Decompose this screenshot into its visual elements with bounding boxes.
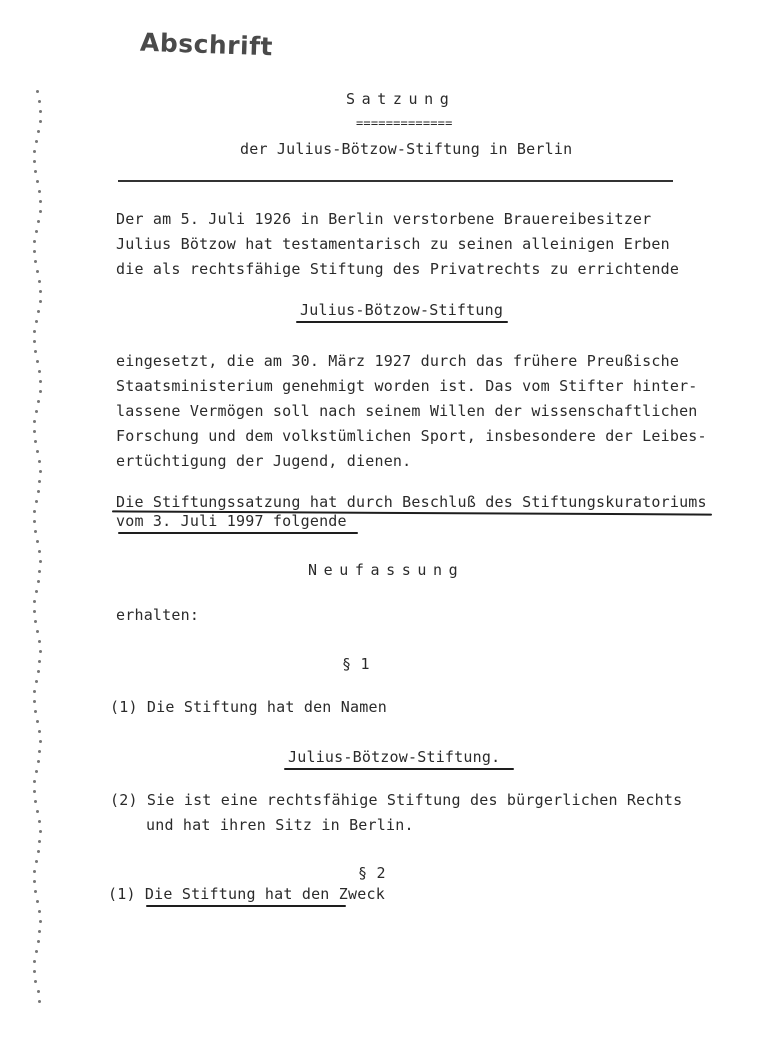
binding-hole xyxy=(33,970,36,973)
binding-hole xyxy=(34,350,37,353)
binding-hole xyxy=(37,990,40,993)
binding-hole xyxy=(33,340,36,343)
binding-hole xyxy=(38,550,41,553)
binding-hole xyxy=(39,300,42,303)
binding-hole xyxy=(34,890,37,893)
section-1-para-2-line-1: (2) Sie ist eine rechtsfähige Stiftung des bürgerlichen Rechts xyxy=(110,791,683,809)
binding-hole xyxy=(33,420,36,423)
binding-hole xyxy=(39,390,42,393)
binding-hole xyxy=(38,930,41,933)
binding-hole xyxy=(38,1000,41,1003)
section-1-para-1: (1) Die Stiftung hat den Namen xyxy=(110,698,387,716)
binding-hole xyxy=(39,470,42,473)
binding-hole xyxy=(39,560,42,563)
binding-hole xyxy=(37,130,40,133)
intro-line-2: Julius Bötzow hat testamentarisch zu seinen alleinigen Erben xyxy=(116,235,670,253)
binding-hole xyxy=(35,680,38,683)
section-2-underline xyxy=(146,905,346,907)
body-line-3: lassene Vermögen soll nach seinem Willen der wissenschaftlichen xyxy=(116,402,698,420)
foundation-name-heading: Julius-Bötzow-Stiftung xyxy=(300,301,504,319)
binding-hole xyxy=(35,230,38,233)
binding-hole xyxy=(38,750,41,753)
document-subtitle: der Julius-Bötzow-Stiftung in Berlin xyxy=(240,140,573,158)
binding-hole xyxy=(37,670,40,673)
binding-hole xyxy=(35,500,38,503)
binding-hole xyxy=(35,860,38,863)
binding-hole xyxy=(36,900,39,903)
binding-hole xyxy=(34,440,37,443)
binding-hole xyxy=(33,520,36,523)
intro-line-3: die als rechtsfähige Stiftung des Privatrechts zu errichtende xyxy=(116,260,680,278)
binding-hole xyxy=(37,490,40,493)
body-line-5: ertüchtigung der Jugend, dienen. xyxy=(116,452,412,470)
binding-hole xyxy=(36,450,39,453)
binding-hole xyxy=(37,220,40,223)
binding-hole xyxy=(38,370,41,373)
binding-hole xyxy=(33,160,36,163)
binding-hole xyxy=(39,210,42,213)
binding-hole xyxy=(36,630,39,633)
section-2-para-1: (1) Die Stiftung hat den Zweck xyxy=(108,885,385,903)
binding-hole xyxy=(35,410,38,413)
binding-hole xyxy=(37,310,40,313)
title-underline: ============= xyxy=(356,116,453,130)
binding-hole xyxy=(35,590,38,593)
binding-hole xyxy=(35,950,38,953)
binding-hole xyxy=(37,940,40,943)
binding-hole xyxy=(38,190,41,193)
erhalten-text: erhalten: xyxy=(116,606,200,624)
binding-hole xyxy=(36,810,39,813)
binding-hole xyxy=(34,170,37,173)
neufassung-heading: Neufassung xyxy=(308,561,465,579)
binding-hole xyxy=(38,910,41,913)
binding-hole xyxy=(36,360,39,363)
binding-hole xyxy=(39,920,42,923)
foundation-name-underline xyxy=(296,321,508,323)
binding-hole xyxy=(39,120,42,123)
binding-hole xyxy=(33,880,36,883)
body-line-1: eingesetzt, die am 30. März 1927 durch das frühere Preußische xyxy=(116,352,680,370)
binding-hole xyxy=(35,320,38,323)
binding-hole xyxy=(33,430,36,433)
binding-hole xyxy=(39,830,42,833)
binding-hole xyxy=(38,840,41,843)
binding-hole xyxy=(33,870,36,873)
binding-hole xyxy=(33,510,36,513)
binding-hole xyxy=(34,710,37,713)
binding-hole xyxy=(33,700,36,703)
section-1-name: Julius-Bötzow-Stiftung. xyxy=(288,748,501,766)
binding-hole xyxy=(33,790,36,793)
binding-hole xyxy=(39,290,42,293)
binding-hole xyxy=(36,720,39,723)
binding-hole xyxy=(36,270,39,273)
binding-hole xyxy=(39,110,42,113)
amendment-underline-2 xyxy=(118,532,358,534)
intro-line-1: Der am 5. Juli 1926 in Berlin verstorbene Brauereibesitzer xyxy=(116,210,652,228)
amendment-line-1: Die Stiftungssatzung hat durch Beschluß des Stiftungskuratoriums xyxy=(116,493,707,511)
binding-holes xyxy=(28,90,68,1010)
binding-hole xyxy=(38,480,41,483)
binding-hole xyxy=(39,380,42,383)
section-2-heading: § 2 xyxy=(358,864,386,882)
body-line-4: Forschung und dem volkstümlichen Sport, insbesondere der Leibes- xyxy=(116,427,707,445)
binding-hole xyxy=(34,530,37,533)
binding-hole xyxy=(38,460,41,463)
binding-hole xyxy=(39,650,42,653)
binding-hole xyxy=(39,200,42,203)
binding-hole xyxy=(36,540,39,543)
binding-hole xyxy=(38,660,41,663)
binding-hole xyxy=(38,820,41,823)
abschrift-stamp: Abschrift xyxy=(139,27,274,62)
section-1-para-2-line-2: und hat ihren Sitz in Berlin. xyxy=(146,816,414,834)
binding-hole xyxy=(33,330,36,333)
binding-hole xyxy=(33,240,36,243)
binding-hole xyxy=(35,770,38,773)
binding-hole xyxy=(36,180,39,183)
binding-hole xyxy=(33,610,36,613)
subtitle-rule xyxy=(118,180,673,182)
binding-hole xyxy=(34,260,37,263)
binding-hole xyxy=(36,90,39,93)
binding-hole xyxy=(37,580,40,583)
binding-hole xyxy=(34,800,37,803)
binding-hole xyxy=(35,140,38,143)
binding-hole xyxy=(33,600,36,603)
binding-hole xyxy=(33,150,36,153)
binding-hole xyxy=(37,850,40,853)
section-1-name-underline xyxy=(284,768,514,770)
binding-hole xyxy=(34,980,37,983)
amendment-line-2: vom 3. Juli 1997 folgende xyxy=(116,512,347,530)
binding-hole xyxy=(33,780,36,783)
binding-hole xyxy=(37,400,40,403)
binding-hole xyxy=(34,620,37,623)
document-title: Satzung xyxy=(346,90,456,108)
binding-hole xyxy=(38,730,41,733)
binding-hole xyxy=(38,100,41,103)
binding-hole xyxy=(37,760,40,763)
binding-hole xyxy=(33,960,36,963)
binding-hole xyxy=(38,640,41,643)
binding-hole xyxy=(38,570,41,573)
binding-hole xyxy=(39,740,42,743)
body-line-2: Staatsministerium genehmigt worden ist. Das vom Stifter hinter- xyxy=(116,377,698,395)
section-1-heading: § 1 xyxy=(342,655,370,673)
binding-hole xyxy=(33,690,36,693)
binding-hole xyxy=(38,280,41,283)
binding-hole xyxy=(33,250,36,253)
